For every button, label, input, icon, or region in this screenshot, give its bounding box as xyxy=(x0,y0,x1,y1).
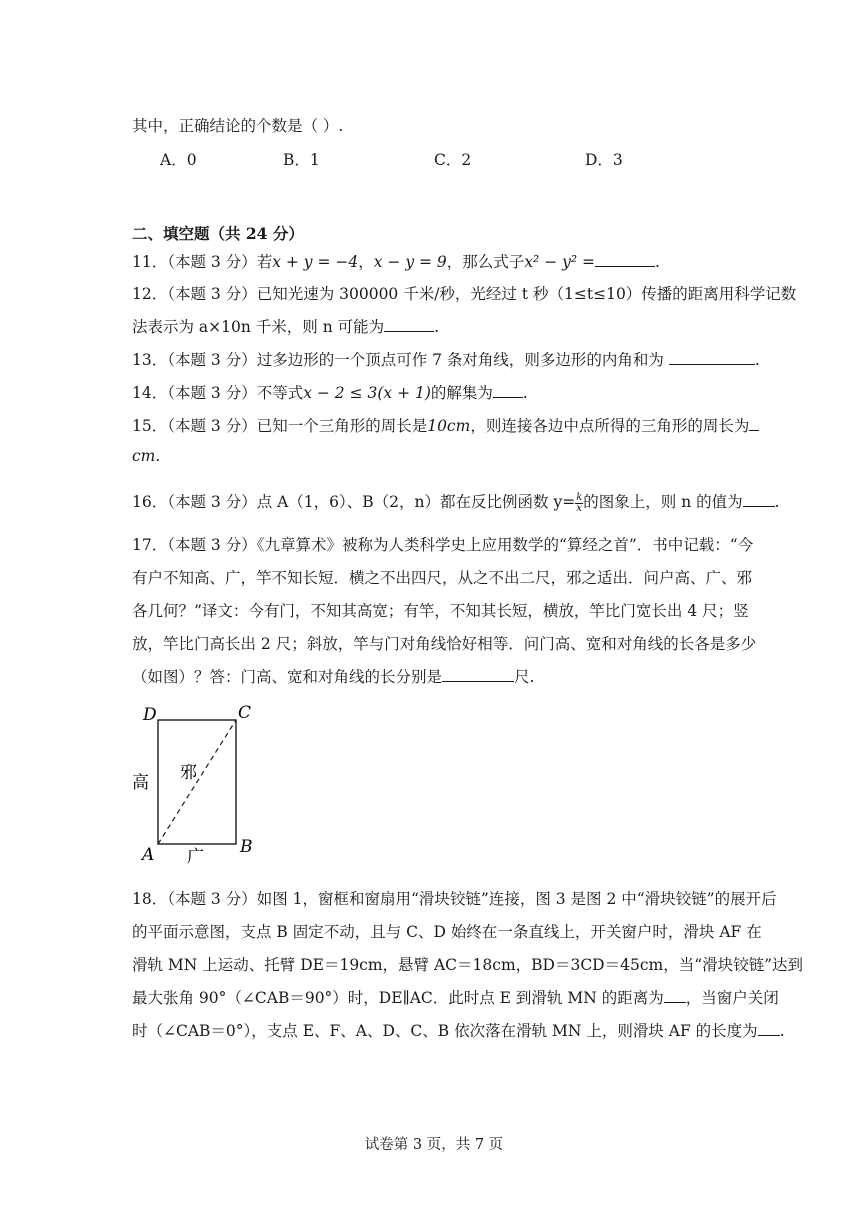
question-17-line-5 xyxy=(132,665,534,687)
q15-math: 10cm xyxy=(427,417,471,435)
q16-fraction-denominator: x xyxy=(576,502,583,514)
question-16 xyxy=(132,490,780,514)
q17-line-4: 放，竿比门高长出 2 尺；斜放，竿与门对角线恰好相等．问门高、宽和对角线的长各是多少 xyxy=(132,635,757,653)
diagonal-label: 邪 xyxy=(180,763,197,783)
q14-math: x − 2 ≤ 3(x + 1) xyxy=(303,384,431,402)
q18-line-5-text: 时（∠CAB＝0°），支点 E、F、A、D、C、B 依次落在滑轨 MN 上，则滑块 AF 的长度为 xyxy=(132,1022,758,1040)
question-11 xyxy=(132,250,660,272)
section-title: 二、填空题（共 24 分） xyxy=(132,224,304,243)
q10-option-b: B．1 xyxy=(283,151,320,169)
door-figure xyxy=(125,700,275,870)
q15-end: . xyxy=(155,447,161,465)
question-13 xyxy=(132,348,760,370)
width-label: 广 xyxy=(187,847,204,867)
question-14 xyxy=(132,381,528,403)
vertex-label-b: B xyxy=(240,837,253,857)
q17-line-3: 各几何？”译文：今有门，不知其高宽；有竿，不知其长短，横放，竿比门宽长出 4 尺；竖 xyxy=(132,602,749,620)
question-15-line-1 xyxy=(132,414,759,436)
q12-line-2-text: 法表示为 a×10n 千米，则 n 可能为 xyxy=(132,318,385,336)
answer-blank xyxy=(442,667,514,682)
q15-text-b: ，则连接各边中点所得的三角形的周长为 xyxy=(470,417,750,435)
q17-line-5-text: （如图）？答：门高、宽和对角线的长分别是 xyxy=(132,668,443,686)
q18-line-4-text: 最大张角 90°（∠CAB＝90°）时，DE∥AC．此时点 E 到滑轨 MN 的距离为 xyxy=(132,989,664,1007)
q10-stem: 其中，正确结论的个数是（ ）. xyxy=(132,117,344,135)
q11-math-2: x − y = 9 xyxy=(373,253,447,271)
q16-text-a: 16．（本题 3 分）点 A（1，6）、B（2，n）都在反比例函数 y= xyxy=(132,493,576,511)
answer-blank xyxy=(758,1021,780,1036)
q16-fraction-numerator: k xyxy=(576,491,583,503)
question-15-line-2 xyxy=(132,447,160,465)
q17-line-2: 有户不知高、广，竿不知长短．横之不出四尺，从之不出二尺，邪之适出．问户高、广、邪 xyxy=(132,569,753,587)
answer-blank xyxy=(664,988,686,1003)
q18-line-2: 的平面示意图，支点 B 固定不动，且与 C、D 始终在一条直线上，开关窗户时，滑块 AF 在 xyxy=(132,923,762,941)
answer-blank xyxy=(384,317,434,332)
vertex-label-d: D xyxy=(143,705,157,725)
vertex-label-a: A xyxy=(142,845,155,865)
q18-line-3: 滑轨 MN 上运动、托臂 DE＝19cm，悬臂 AC＝18cm，BD＝3CD＝45cm，当“滑块铰链”达到 xyxy=(132,956,804,974)
page-footer: 试卷第 3 页，共 7 页 xyxy=(364,1137,504,1153)
q15-unit: cm xyxy=(132,447,156,465)
answer-blank xyxy=(595,252,655,267)
q12-line-1: 12．（本题 3 分）已知光速为 300000 千米/秒，光经过 t 秒（1≤t≤10）传播的距离用科学记数 xyxy=(132,285,797,303)
q17-line-5-end: 尺. xyxy=(514,668,535,686)
question-18-line-5 xyxy=(132,1019,785,1041)
q11-number: 11．（本题 3 分）若 xyxy=(132,253,273,271)
door-diagonal xyxy=(158,720,236,844)
question-18-line-4 xyxy=(132,986,779,1008)
q13-end: . xyxy=(754,351,760,369)
answer-blank xyxy=(743,492,775,507)
q18-line-4-end: ，当窗户关闭 xyxy=(685,989,779,1007)
q11-sep: ， xyxy=(358,253,374,271)
vertex-label-c: C xyxy=(238,703,252,723)
q11-end: . xyxy=(655,253,660,271)
q10-option-c: C．2 xyxy=(434,151,472,169)
q14-mid: 的解集为 xyxy=(430,384,493,402)
q12-end: . xyxy=(434,318,440,336)
q18-line-5-end: . xyxy=(779,1022,785,1040)
answer-blank xyxy=(749,416,759,431)
q17-line-1: 17．（本题 3 分）《九章算术》被称为人类科学史上应用数学的“算经之首”．书中记载：“今 xyxy=(132,536,754,554)
q16-text-b: 的图象上，则 n 的值为 xyxy=(583,493,743,511)
q11-math-3: x² − y² = xyxy=(524,253,595,271)
q11-mid: ，那么式子 xyxy=(446,253,525,271)
question-12-line-2 xyxy=(132,315,439,337)
answer-blank xyxy=(493,383,523,398)
height-label: 高 xyxy=(132,773,149,793)
q15-text-a: 15．（本题 3 分）已知一个三角形的周长是 xyxy=(132,417,428,435)
q14-end: . xyxy=(522,384,528,402)
q14-number: 14．（本题 3 分）不等式 xyxy=(132,384,304,402)
q16-end: . xyxy=(774,493,780,511)
q18-line-1: 18．（本题 3 分）如图 1，窗框和窗扇用“滑块铰链”连接，图 3 是图 2 中“滑块铰链”的展开后 xyxy=(132,890,777,908)
answer-blank xyxy=(669,350,755,365)
q11-math-1: x + y = −4 xyxy=(272,253,359,271)
q10-option-d: D．3 xyxy=(585,151,623,169)
q10-option-a: A．0 xyxy=(160,151,197,169)
q13-text: 13．（本题 3 分）过多边形的一个顶点可作 7 条对角线，则多边形的内角和为 xyxy=(132,351,664,369)
